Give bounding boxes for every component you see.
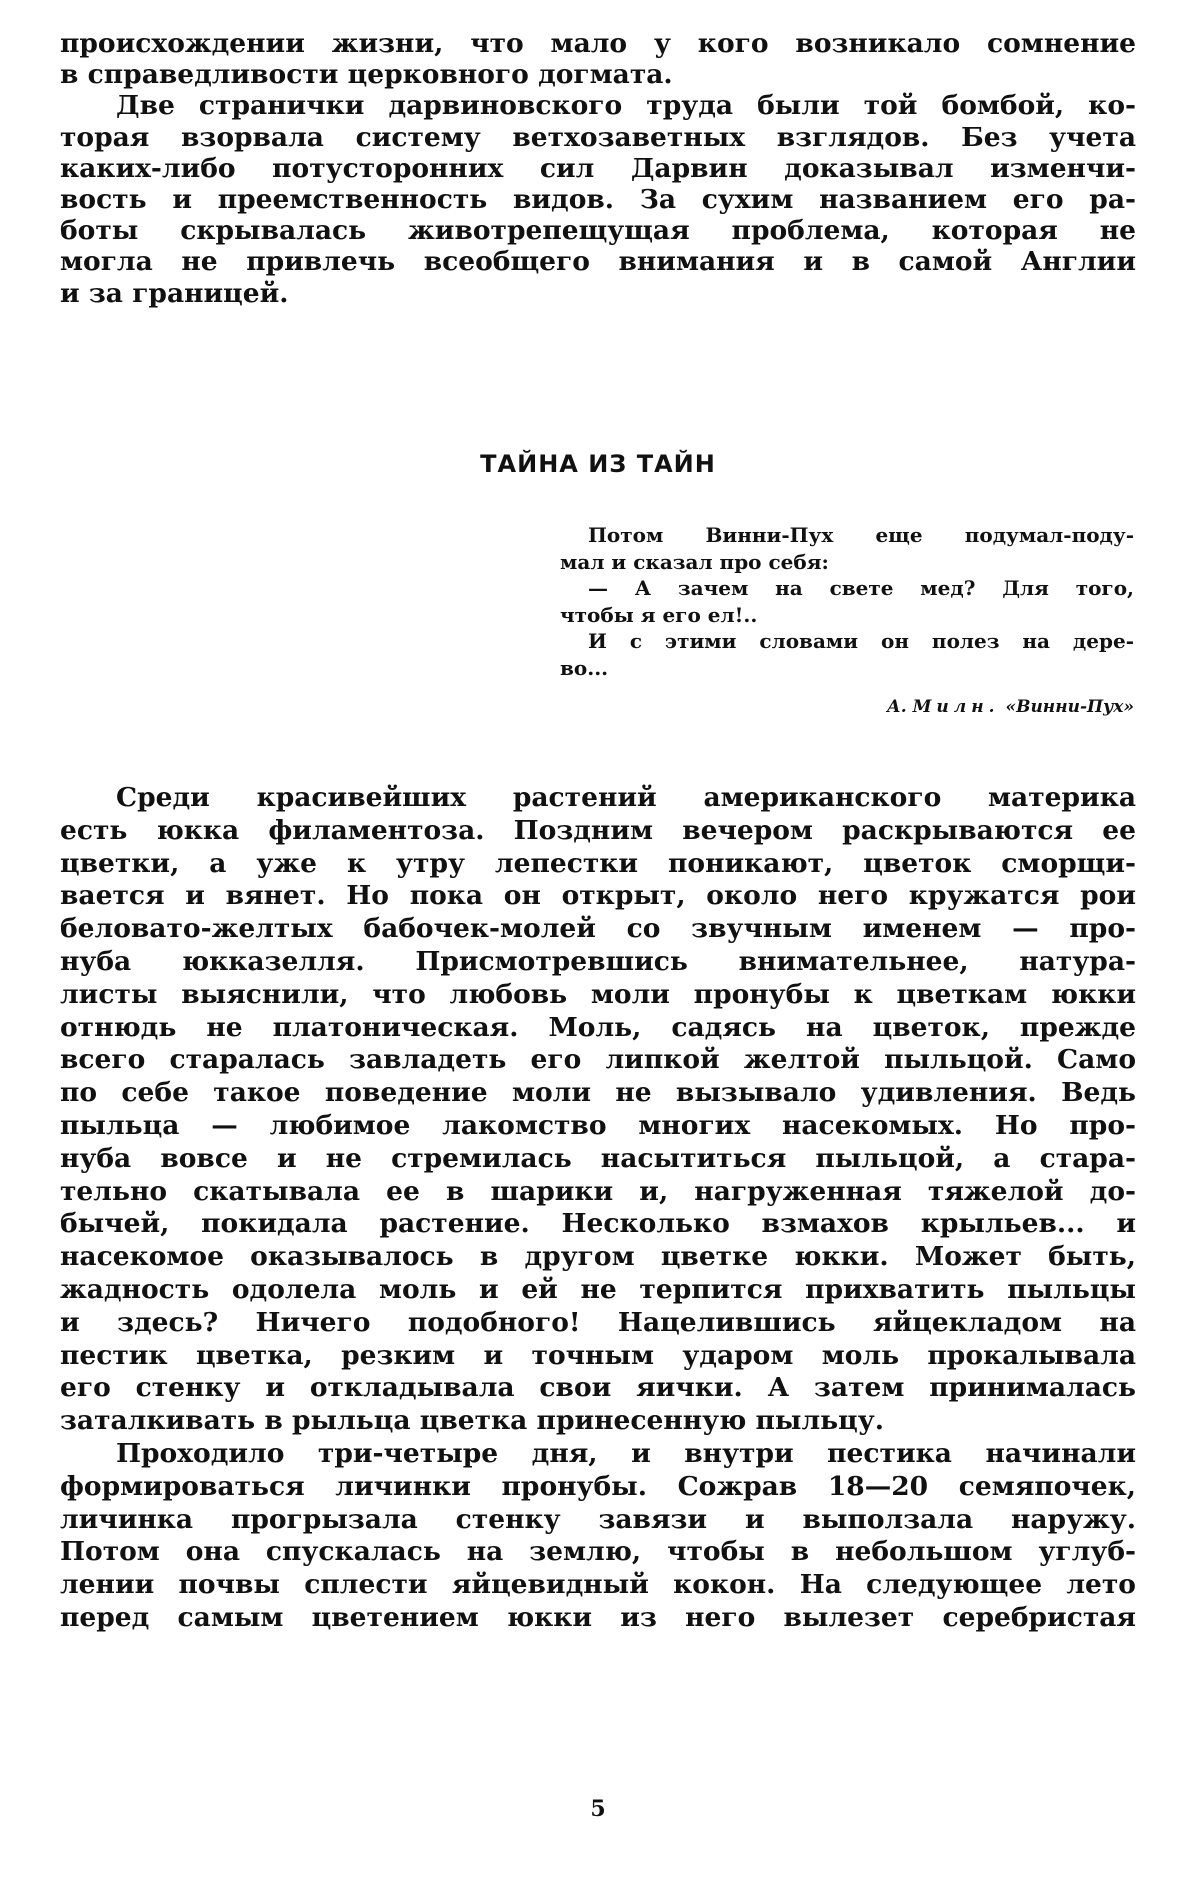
- text-line: его стенку и откладывала свои яички. А затем принималась: [60, 1372, 1136, 1404]
- page-number: 5: [590, 1796, 606, 1822]
- text-line: бычей, покидала растение. Несколько взмахов крыльев... и: [60, 1208, 1136, 1240]
- text-line: могла не привлечь всеобщего внимания и в самой Англии: [60, 246, 1136, 278]
- text-line: Потом она спускалась на землю, чтобы в небольшом углуб-: [60, 1536, 1136, 1568]
- text-line: есть юкка филаментоза. Поздним вечером раскрываются ее: [60, 814, 1136, 846]
- text-line: насекомое оказывалось в другом цветке юкки. Может быть,: [60, 1241, 1136, 1273]
- paragraph-continuation: [60, 28, 1136, 90]
- text-line: нуба вовсе и не стремилась насытиться пыльцой, а стара-: [60, 1142, 1136, 1174]
- text-line: каких-либо потусторонних сил Дарвин доказывал изменчи-: [60, 152, 1136, 184]
- attribution-initial: А.: [886, 697, 907, 717]
- text-line: боты скрывалась животрепещущая проблема, которая не: [60, 215, 1136, 247]
- attribution-author: Милн.: [912, 697, 1000, 717]
- text-line: нуба юкказелля. Присмотревшись внимательнее, натура-: [60, 945, 1136, 977]
- epigraph-line: И с этими словами он полез на дере-: [588, 629, 1134, 653]
- paragraph: [60, 782, 1136, 1438]
- continued-text: [60, 28, 1136, 309]
- attribution-work: «Винни-Пух»: [1005, 697, 1134, 717]
- text-line: вость и преемственность видов. За сухим названием его ра-: [60, 183, 1136, 215]
- text-line: личинка прогрызала стенку завязи и выползала наружу.: [60, 1503, 1136, 1535]
- epigraph-line: — А зачем на свете мед? Для того,: [588, 576, 1134, 600]
- text-line: заталкивать в рыльца цветка принесенную пыльцу.: [60, 1405, 884, 1437]
- text-line: жадность одолела моль и ей не терпится прихватить пыльцы: [60, 1273, 1136, 1305]
- text-line: в справедливости церковного догмата.: [60, 59, 673, 91]
- text-line: пестик цветка, резким и точным ударом моль прокалывала: [60, 1339, 1136, 1371]
- text-line: перед самым цветением юкки из него вылезет серебристая: [60, 1601, 1136, 1633]
- text-line: отнюдь не платоническая. Моль, садясь на цветок, прежде: [60, 1011, 1136, 1043]
- text-line: происхождении жизни, что мало у кого возникало сомнение: [60, 28, 1136, 59]
- epigraph-line: мал и сказал про себя:: [560, 549, 829, 574]
- epigraph-line: Потом Винни-Пух еще подумал-поду-: [588, 523, 1134, 547]
- text-line: формироваться личинки пронубы. Сожрав 18—20 семяпочек,: [60, 1470, 1136, 1502]
- paragraph: [60, 1438, 1136, 1635]
- text-line: Среди красивейших растений американского материка: [116, 782, 1136, 813]
- text-line: лении почвы сплести яйцевидный кокон. На следующее лето: [60, 1569, 1136, 1601]
- text-line: цветки, а уже к утру лепестки поникают, цветок сморщи-: [60, 847, 1136, 879]
- paragraph: [60, 90, 1136, 308]
- text-line: торая взорвала систему ветхозаветных взглядов. Без учета: [60, 121, 1136, 153]
- text-line: беловато-желтых бабочек-молей со звучным именем — про-: [60, 913, 1136, 945]
- text-line: вается и вянет. Но пока он открыт, около него кружатся рои: [60, 880, 1136, 912]
- chapter-heading: ТАЙНА ИЗ ТАЙН: [480, 450, 716, 478]
- text-line: и здесь? Ничего подобного! Нацелившись яйцекладом на: [60, 1306, 1136, 1338]
- epigraph-line: во...: [560, 655, 609, 680]
- chapter-body: [60, 782, 1136, 1635]
- text-line: Две странички дарвиновского труда были той бомбой, ко-: [116, 90, 1136, 122]
- text-line: пыльца — любимое лакомство многих насекомых. Но про-: [60, 1109, 1136, 1141]
- epigraph: [560, 522, 1134, 717]
- epigraph-attribution: [560, 697, 1134, 717]
- text-line: всего старалась завладеть его липкой желтой пыльцой. Само: [60, 1044, 1136, 1076]
- text-line: тельно скатывала ее в шарики и, нагруженная тяжелой до-: [60, 1175, 1136, 1207]
- text-line: по себе такое поведение моли не вызывало удивления. Ведь: [60, 1077, 1136, 1109]
- text-line: и за границей.: [60, 277, 289, 309]
- text-line: Проходило три-четыре дня, и внутри пестика начинали: [116, 1437, 1136, 1469]
- text-line: листы выяснили, что любовь моли пронубы к цветкам юкки: [60, 978, 1136, 1010]
- epigraph-line: чтобы я его ел!..: [560, 602, 758, 627]
